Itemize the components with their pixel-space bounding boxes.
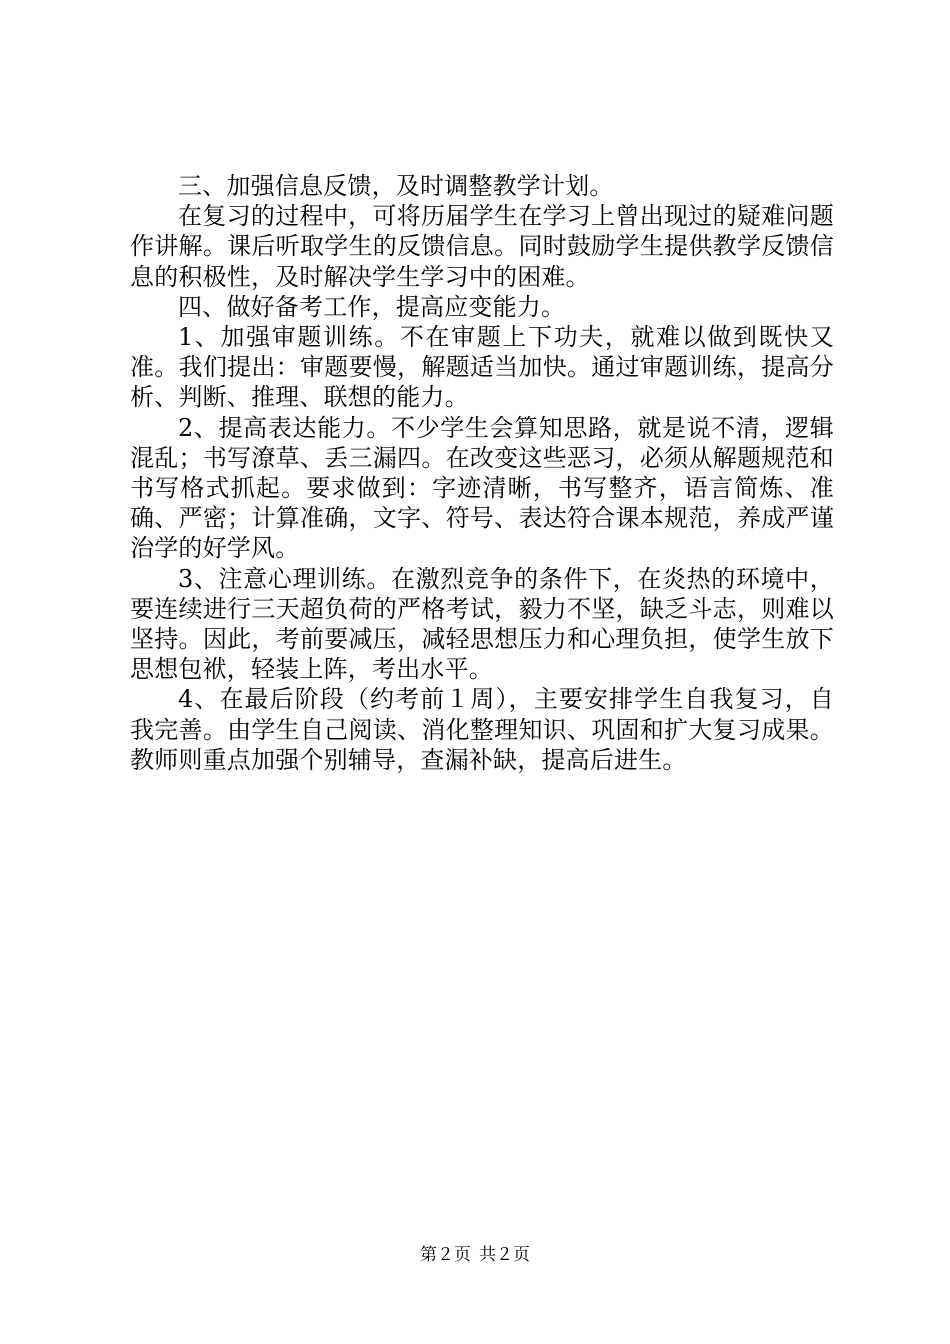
page-footer <box>0 1244 950 1266</box>
paragraph-item-3: 3、注意心理训练。在激烈竞争的条件下，在炎热的环境中，要连续进行三天超负荷的严格考试，毅力不坚，缺乏斗志，则难以坚持。因此，考前要减压，减轻思想压力和心理负担，使学生放下思想包袱，轻装上阵，考出水平。 <box>130 564 834 684</box>
paragraph-feedback: 在复习的过程中，可将历届学生在学习上曾出现过的疑难问题作讲解。课后听取学生的反馈信息。同时鼓励学生提供教学反馈信息的积极性，及时解决学生学习中的困难。 <box>130 202 834 291</box>
section-heading-3: 三、加强信息反馈，及时调整教学计划。 <box>178 172 614 200</box>
document-body <box>130 171 834 775</box>
page-number-total: 共２页 <box>479 1245 530 1265</box>
paragraph-item-4: 4、在最后阶段（约考前１周），主要安排学生自我复习，自我完善。由学生自己阅读、消化整理知识、巩固和扩大复习成果。教师则重点加强个别辅导，查漏补缺，提高后进生。 <box>130 685 834 774</box>
section-heading-4: 四、做好备考工作，提高应变能力。 <box>178 292 566 321</box>
page-number-current: 第２页 <box>420 1245 471 1265</box>
paragraph-item-2: 2、提高表达能力。不少学生会算知思路，就是说不清，逻辑混乱；书写潦草、丢三漏四。在改变这些恶习，必须从解题规范和书写格式抓起。要求做到：字迹清晰，书写整齐，语言简炼、准确、严密；计算准确，文字、符号、表达符合课本规范，养成严谨治学的好学风。 <box>130 413 834 563</box>
paragraph-item-1: 1、加强审题训练。不在审题上下功夫，就难以做到既快又准。我们提出：审题要慢，解题适当加快。通过审题训练，提高分析、判断、推理、联想的能力。 <box>130 323 834 412</box>
